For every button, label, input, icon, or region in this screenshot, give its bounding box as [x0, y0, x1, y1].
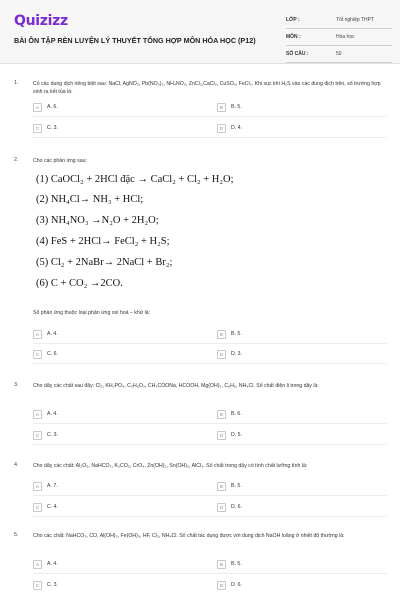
- option-text: D. 6.: [231, 504, 242, 510]
- option-d[interactable]: [217, 349, 387, 360]
- option-text: A. 6.: [47, 104, 58, 110]
- divider: [33, 573, 387, 574]
- option-text: C. 3.: [47, 125, 58, 131]
- question-text: Cho dãy các chất: Al₂O₃, NaHCO₃, K₂CO₃, CrO₃, Zn(OH)₂, Sn(OH)₂, AlCl₃. Số chất trong dãy có tính chất lưỡng tính là:: [33, 463, 308, 469]
- option-text: B. 5.: [231, 483, 242, 489]
- option-text: A. 4.: [47, 331, 58, 337]
- option-b[interactable]: [217, 559, 387, 570]
- option-text: D. 5.: [231, 432, 242, 438]
- divider: [33, 516, 387, 517]
- reaction-4: (4) FeS + 2HCl→ FeCl₂ + H₂S;: [36, 236, 170, 247]
- option-letter-box[interactable]: A: [33, 482, 42, 491]
- meta-value: Hóa học: [336, 34, 355, 40]
- question-number: 1.: [14, 80, 19, 86]
- option-letter-box[interactable]: D: [217, 350, 226, 359]
- worksheet-header: [0, 0, 400, 64]
- option-a[interactable]: [33, 559, 213, 570]
- question-prompt: Số phản ứng thuộc loại phản ứng oxi hoá – khử là:: [33, 310, 151, 316]
- question-text: Cho dãy các chất sau đây: Cl₂, KH₂PO₄, C₃H₈O₃, CH₃COONa, HCOOH, Mg(OH)₂, C₆H₆, NH₄Cl. Số chất điện li trong dãy là:: [33, 383, 319, 389]
- meta-label: SỐ CÂU :: [286, 51, 309, 57]
- reaction-3: (3) NH₄NO₃ →N₂O + 2H₂O;: [36, 215, 159, 226]
- option-letter-box[interactable]: B: [217, 560, 226, 569]
- option-letter-box[interactable]: A: [33, 103, 42, 112]
- reaction-1: (1) CaOCl₂ + 2HCl đặc → CaCl₂ + Cl₂ + H₂O;: [36, 174, 234, 185]
- worksheet-title: BÀI ÔN TẬP RÈN LUYỆN LÝ THUYẾT TỔNG HỢP MÔN HÓA HỌC (P12): [14, 36, 256, 45]
- question-number: 5.: [14, 532, 19, 538]
- option-text: C. 4.: [47, 504, 58, 510]
- option-letter-box[interactable]: B: [217, 330, 226, 339]
- worksheet-meta: [286, 14, 392, 65]
- divider: [33, 363, 387, 364]
- option-c[interactable]: [33, 580, 213, 591]
- option-letter-box[interactable]: B: [217, 103, 226, 112]
- option-text: B. 5.: [231, 104, 242, 110]
- option-letter-box[interactable]: A: [33, 410, 42, 419]
- option-text: A. 4.: [47, 561, 58, 567]
- option-b[interactable]: [217, 481, 387, 492]
- option-letter-box[interactable]: D: [217, 431, 226, 440]
- divider: [33, 116, 387, 117]
- option-text: B. 6.: [231, 411, 242, 417]
- quizizz-logo: Quizizz: [14, 13, 68, 29]
- question-number: 3.: [14, 382, 19, 388]
- question-list: [0, 64, 400, 600]
- question-number: 4.: [14, 462, 19, 468]
- reaction-2: (2) NH₄Cl→ NH₃ + HCl;: [36, 194, 144, 205]
- option-text: A. 4.: [47, 411, 58, 417]
- option-c[interactable]: [33, 349, 213, 360]
- divider: [33, 444, 387, 445]
- meta-row-count: [286, 48, 392, 63]
- reaction-6: (6) C + CO₂ →2CO.: [36, 278, 123, 289]
- option-letter-box[interactable]: C: [33, 503, 42, 512]
- option-text: B. 5.: [231, 561, 242, 567]
- option-text: C. 3.: [47, 582, 58, 588]
- option-text: D. 4.: [231, 125, 242, 131]
- divider: [33, 137, 387, 138]
- option-d[interactable]: [217, 502, 387, 513]
- option-text: B. 5.: [231, 331, 242, 337]
- option-c[interactable]: [33, 502, 213, 513]
- meta-row-class: [286, 14, 392, 29]
- option-d[interactable]: [217, 430, 387, 441]
- option-letter-box[interactable]: D: [217, 124, 226, 133]
- question-text: Cho các chất: NaHCO₃, CO, Al(OH)₃, Fe(OH)₃, HF, Cl₂, NH₄Cl. Số chất tác dụng được với dung dịch NaOH loãng ở nhiệt độ thường là:: [33, 533, 345, 539]
- option-b[interactable]: [217, 409, 387, 420]
- meta-row-subject: [286, 31, 392, 46]
- option-letter-box[interactable]: C: [33, 431, 42, 440]
- option-text: C. 6.: [47, 351, 58, 357]
- meta-value: 50: [336, 51, 342, 57]
- question-text: Có các dung dịch riêng biệt sau: NaCl, AgNO₃, Pb(NO₃)₂, NH₄NO₃, ZnCl₂,CaCl₂, CuSO₄, FeCl₂. Khi sục khí H₂S vào các dung dịch trên, số trường hợp sinh ra kết tủa là:: [33, 81, 381, 95]
- option-a[interactable]: [33, 102, 213, 113]
- reaction-5: (5) Cl₂ + 2NaBr→ 2NaCl + Br₂;: [36, 257, 173, 268]
- option-c[interactable]: [33, 123, 213, 134]
- option-text: A. 7.: [47, 483, 58, 489]
- option-text: D. 3.: [231, 351, 242, 357]
- option-letter-box[interactable]: A: [33, 330, 42, 339]
- option-a[interactable]: [33, 481, 213, 492]
- option-letter-box[interactable]: A: [33, 560, 42, 569]
- option-d[interactable]: [217, 580, 387, 591]
- option-a[interactable]: [33, 409, 213, 420]
- meta-value: Tốt nghiệp THPT: [336, 17, 374, 23]
- divider: [33, 495, 387, 496]
- meta-label: LỚP :: [286, 17, 300, 23]
- option-d[interactable]: [217, 123, 387, 134]
- option-b[interactable]: [217, 102, 387, 113]
- option-letter-box[interactable]: C: [33, 581, 42, 590]
- option-letter-box[interactable]: D: [217, 503, 226, 512]
- option-letter-box[interactable]: C: [33, 350, 42, 359]
- option-a[interactable]: [33, 329, 213, 340]
- divider: [33, 423, 387, 424]
- divider: [33, 343, 387, 344]
- option-letter-box[interactable]: B: [217, 482, 226, 491]
- option-text: D. 6.: [231, 582, 242, 588]
- option-b[interactable]: [217, 329, 387, 340]
- meta-label: MÔN :: [286, 34, 301, 40]
- question-text: Cho các phản ứng sau:: [33, 158, 87, 164]
- question-number: 2.: [14, 157, 19, 163]
- option-letter-box[interactable]: C: [33, 124, 42, 133]
- option-text: C. 3.: [47, 432, 58, 438]
- option-letter-box[interactable]: B: [217, 410, 226, 419]
- option-c[interactable]: [33, 430, 213, 441]
- option-letter-box[interactable]: D: [217, 581, 226, 590]
